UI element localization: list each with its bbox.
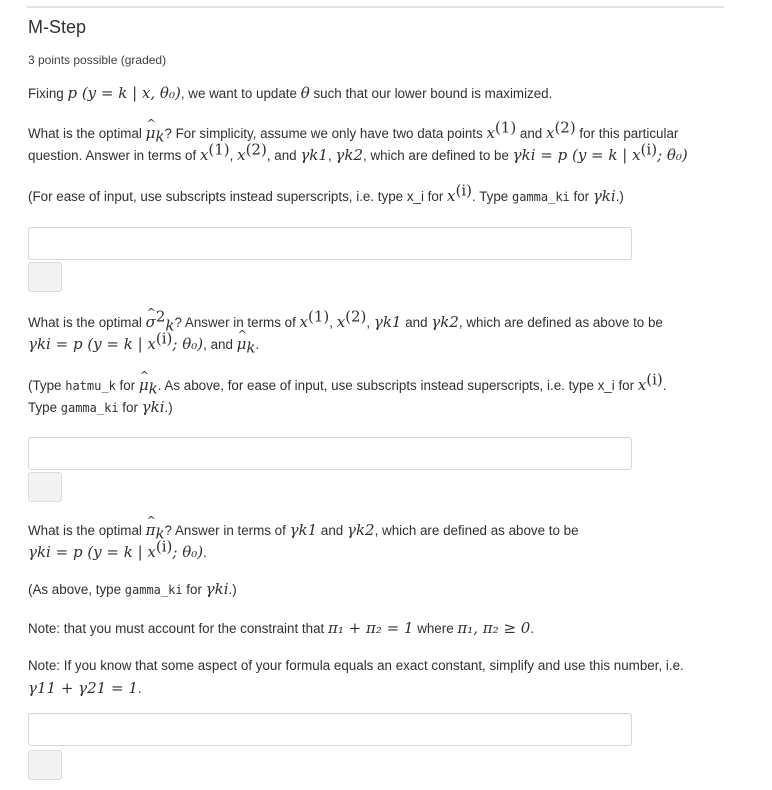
superscript: 2 bbox=[155, 307, 166, 326]
q3-line-1 bbox=[28, 519, 579, 542]
gamma-symbol: γk2 bbox=[335, 146, 364, 164]
superscript: (2) bbox=[345, 307, 367, 326]
x-symbol: x bbox=[299, 313, 308, 331]
q1-text: question. Answer in terms of bbox=[28, 148, 200, 163]
gamma-definition: γki = p (y = k | x bbox=[28, 335, 156, 353]
x-symbol: x bbox=[237, 146, 246, 164]
q3-hint-text: .) bbox=[228, 582, 237, 597]
q1-preview-box bbox=[28, 262, 62, 292]
code-snippet: hatmu_k bbox=[65, 379, 116, 393]
q3-text: and bbox=[317, 523, 347, 538]
gamma-definition: γki = p (y = k | x bbox=[512, 146, 641, 164]
q1-text: and bbox=[516, 126, 546, 141]
superscript: (2) bbox=[554, 118, 576, 137]
q1-text: ? For simplicity, assume we only have two data points bbox=[164, 126, 487, 141]
gamma-symbol: γk2 bbox=[431, 313, 459, 331]
pi-hat-symbol: ^ π bbox=[146, 519, 156, 541]
q2-text: , and bbox=[203, 337, 237, 352]
superscript: (i) bbox=[155, 329, 173, 348]
simplify-note-line-2 bbox=[28, 677, 142, 700]
superscript: (1) bbox=[208, 140, 230, 159]
q3-hint bbox=[28, 578, 237, 601]
subscript: k bbox=[155, 524, 165, 543]
code-snippet: gamma_ki bbox=[60, 401, 119, 415]
q3-hint-text: (As above, type bbox=[28, 582, 125, 597]
q2-hint-text: . As above, for ease of input, use subscripts instead superscripts, i.e. type x_i for bbox=[157, 378, 638, 393]
superscript: (i) bbox=[155, 537, 173, 556]
superscript: (i) bbox=[640, 140, 658, 159]
x-symbol: x bbox=[545, 124, 555, 142]
q1-hint-text: (For ease of input, use subscripts instead superscripts, i.e. type x_i for bbox=[28, 189, 448, 204]
gamma-symbol: γk1 bbox=[289, 521, 318, 539]
superscript: (1) bbox=[307, 307, 330, 326]
x-symbol: x bbox=[199, 146, 209, 164]
q1-hint bbox=[28, 181, 624, 208]
q2-line-2 bbox=[28, 329, 260, 357]
q1-line-2 bbox=[28, 140, 688, 167]
gamma-symbol: γki bbox=[141, 398, 165, 416]
intro-text-3: such that our lower bound is maximized. bbox=[309, 86, 553, 101]
x-symbol: x bbox=[447, 187, 456, 205]
sigma-hat-symbol: ^ σ bbox=[146, 311, 156, 333]
intro-text bbox=[28, 82, 552, 105]
mu-hat-symbol: ^ μ bbox=[146, 122, 156, 144]
points-possible: 3 points possible (graded) bbox=[28, 53, 167, 67]
q1-line-1 bbox=[28, 118, 679, 146]
q2-hint-text: for bbox=[118, 400, 142, 415]
subscript: k bbox=[155, 127, 165, 146]
note-text: . bbox=[530, 621, 535, 636]
q2-text: and bbox=[401, 315, 432, 330]
code-snippet: gamma_ki bbox=[124, 583, 183, 597]
note-text: . bbox=[137, 681, 142, 696]
q2-hint-line-2 bbox=[28, 396, 173, 419]
q1-text: What is the optimal bbox=[28, 126, 146, 141]
x-symbol: x bbox=[336, 313, 346, 331]
q2-text: ? Answer in terms of bbox=[174, 315, 300, 330]
q1-text: for this particular bbox=[575, 126, 679, 141]
intro-theta: θ bbox=[300, 84, 310, 102]
q1-text: , and bbox=[266, 148, 301, 163]
gamma-definition-end: ; θ₀) bbox=[657, 146, 688, 164]
gamma-sum-equation: γ11 + γ21 = 1 bbox=[28, 679, 138, 697]
q3-hint-text: for bbox=[182, 582, 206, 597]
mu-hat-symbol: ^ μ bbox=[139, 374, 149, 396]
q2-text: What is the optimal bbox=[28, 315, 146, 330]
x-symbol: x bbox=[486, 124, 495, 142]
q1-text: , which are defined to be bbox=[363, 148, 513, 163]
constraint-condition: π₁, π₂ ≥ 0 bbox=[457, 619, 531, 637]
q1-text: , bbox=[229, 148, 238, 163]
q3-text: What is the optimal bbox=[28, 523, 146, 538]
gamma-symbol: γk1 bbox=[373, 313, 402, 331]
q2-hint-text: Type bbox=[28, 400, 61, 415]
mu-hat-symbol: ^ μ bbox=[237, 333, 247, 355]
q3-text: , which are defined as above to be bbox=[374, 523, 579, 538]
gamma-symbol: γki bbox=[205, 580, 229, 598]
q3-line-2 bbox=[28, 537, 207, 564]
intro-text-2: , we want to update bbox=[180, 86, 301, 101]
intro-text-1: Fixing bbox=[28, 86, 68, 101]
q2-text: . bbox=[255, 337, 260, 352]
gamma-definition-end: ; θ₀) bbox=[172, 335, 204, 353]
q2-line-1 bbox=[28, 307, 663, 335]
q1-answer-input[interactable] bbox=[28, 227, 632, 260]
constraint-note bbox=[28, 617, 534, 640]
q1-hint-text: .) bbox=[615, 189, 624, 204]
q2-hint-line-1 bbox=[28, 370, 667, 398]
top-divider bbox=[27, 6, 724, 8]
q1-hint-text: . Type bbox=[472, 189, 512, 204]
q2-hint-text: .) bbox=[164, 400, 173, 415]
q3-text: ? Answer in terms of bbox=[164, 523, 290, 538]
gamma-definition-end: ; θ₀) bbox=[172, 543, 204, 561]
q2-answer-input[interactable] bbox=[28, 437, 632, 470]
q2-hint-text: . bbox=[662, 378, 667, 393]
gamma-definition: γki = p (y = k | x bbox=[28, 543, 156, 561]
subscript: k bbox=[246, 338, 256, 357]
q2-preview-box bbox=[28, 472, 62, 502]
q3-text: . bbox=[203, 545, 207, 560]
q1-hint-text: for bbox=[569, 189, 593, 204]
q2-text: , bbox=[329, 315, 337, 330]
q2-text: , bbox=[366, 315, 374, 330]
subscript: k bbox=[148, 379, 158, 398]
simplify-note-line-1: Note: If you know that some aspect of your formula equals an exact constant, simplify and use this number, i.e. bbox=[28, 658, 684, 673]
q2-text: , which are defined as above to be bbox=[458, 315, 663, 330]
subscript: k bbox=[165, 316, 175, 335]
note-text: where bbox=[413, 621, 458, 636]
superscript: (1) bbox=[494, 118, 517, 137]
constraint-equation: π₁ + π₂ = 1 bbox=[327, 619, 414, 637]
superscript: (2) bbox=[245, 140, 267, 159]
superscript: (i) bbox=[646, 370, 663, 389]
code-snippet: gamma_ki bbox=[511, 190, 570, 204]
superscript: (i) bbox=[455, 181, 473, 200]
q2-hint-text: (Type bbox=[28, 378, 66, 393]
q1-text: , bbox=[327, 148, 336, 163]
gamma-symbol: γk1 bbox=[300, 146, 328, 164]
gamma-symbol: γk2 bbox=[346, 521, 375, 539]
intro-math: p (y = k | x, θ₀) bbox=[67, 84, 181, 102]
note-text: Note: that you must account for the constraint that bbox=[28, 621, 328, 636]
q3-preview-box bbox=[28, 750, 62, 780]
q3-answer-input[interactable] bbox=[28, 713, 632, 746]
x-symbol: x bbox=[637, 376, 647, 394]
q2-hint-text: for bbox=[115, 378, 139, 393]
gamma-symbol: γki bbox=[592, 187, 616, 205]
problem-title: M-Step bbox=[28, 17, 87, 37]
